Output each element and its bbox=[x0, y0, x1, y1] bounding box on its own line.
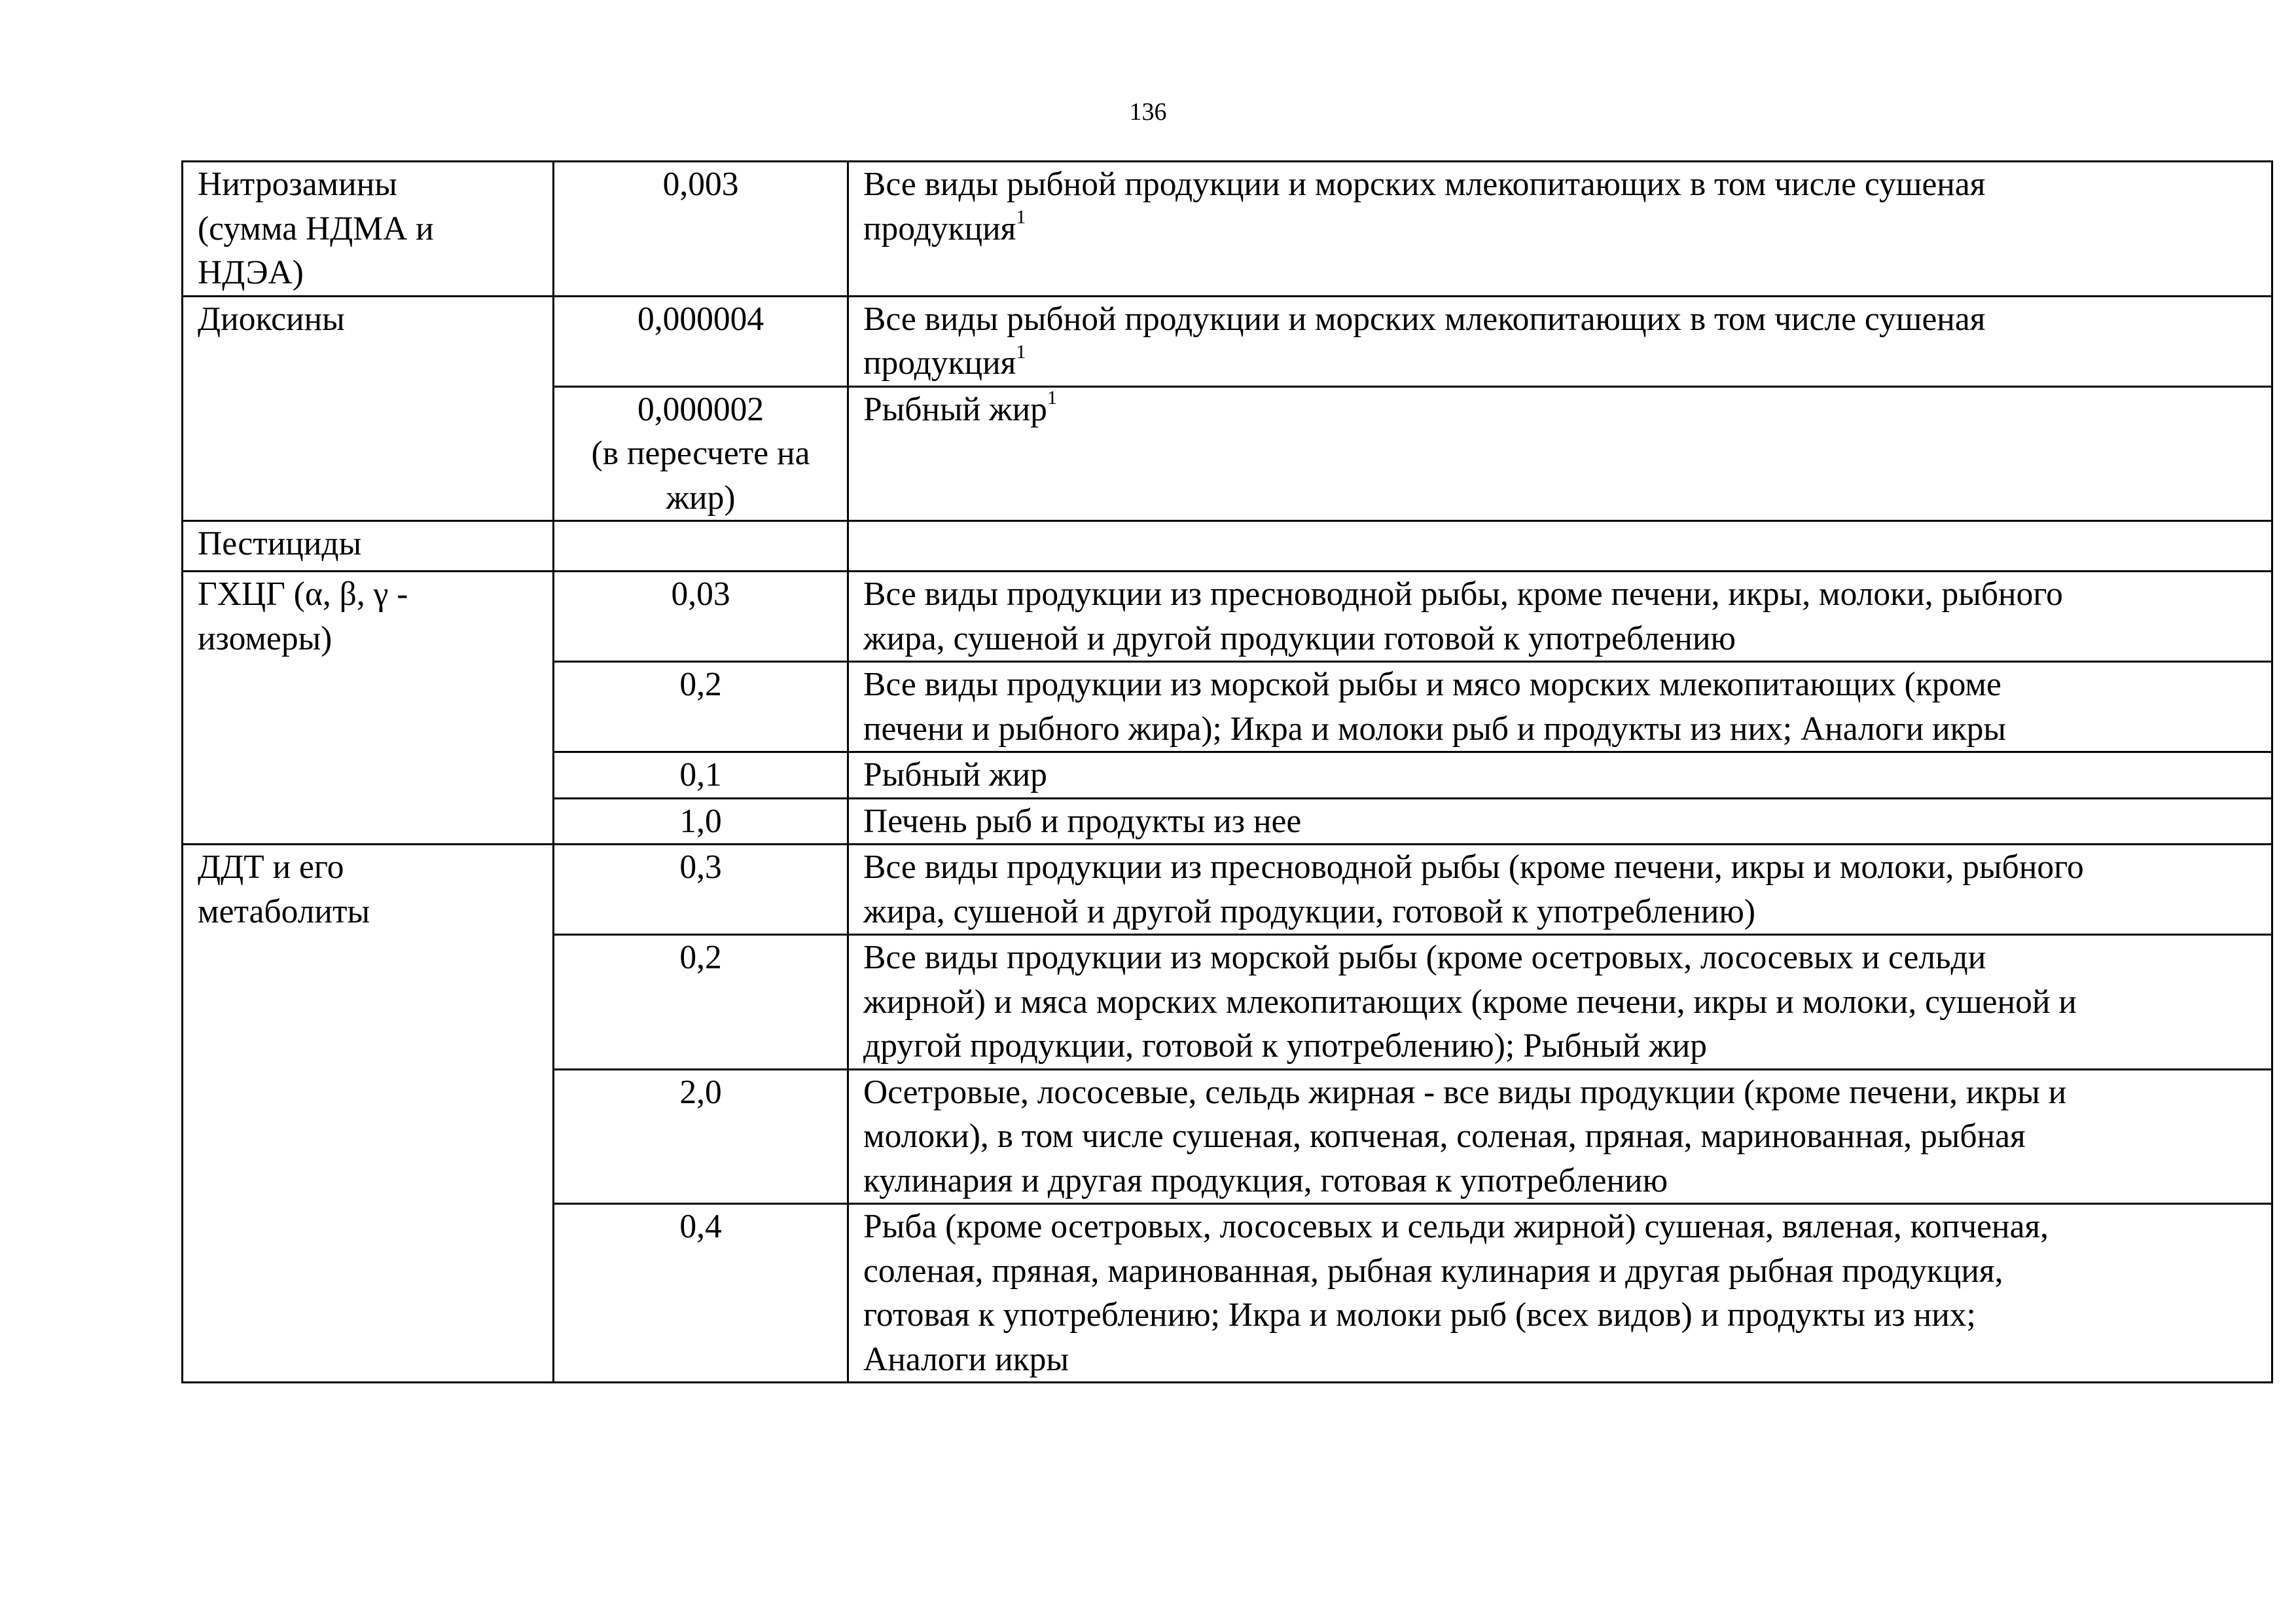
substance-cell bbox=[183, 845, 554, 1383]
limit-value: 0,2 bbox=[679, 666, 722, 703]
footnote-mark: 1 bbox=[1047, 387, 1057, 409]
product-line: Все виды продукции из пресноводной рыбы (кроме печени, икры и молоки, рыбного bbox=[863, 848, 2084, 886]
substance-name: Пестициды bbox=[198, 525, 362, 562]
substance-line: (сумма НДМА и bbox=[198, 210, 434, 247]
page-number: 136 bbox=[1129, 98, 1167, 126]
limit-value: 0,03 bbox=[671, 575, 730, 613]
product-cell bbox=[848, 1204, 2272, 1383]
product-cell bbox=[848, 845, 2272, 935]
table-row bbox=[183, 572, 2272, 662]
table-row bbox=[183, 845, 2272, 935]
product-line: Рыбный жир bbox=[863, 756, 1047, 793]
limit-value-cell bbox=[554, 935, 848, 1070]
product-cell bbox=[848, 296, 2272, 386]
product-cell bbox=[848, 1069, 2272, 1204]
product-line: Осетровые, лососевые, сельдь жирная - все виды продукции (кроме печени, икры и bbox=[863, 1073, 2067, 1111]
limit-value-cell bbox=[554, 845, 848, 935]
product-line: Все виды продукции из морской рыбы (кроме осетровых, лососевых и сельди bbox=[863, 939, 1986, 976]
footnote-mark: 1 bbox=[1016, 340, 1026, 363]
substance-cell bbox=[183, 296, 554, 521]
product-cell bbox=[848, 935, 2272, 1070]
substance-line: ДДТ и его bbox=[198, 848, 344, 886]
limit-value: 0,2 bbox=[679, 939, 722, 976]
product-line: Аналоги икры bbox=[863, 1340, 1069, 1378]
product-line: другой продукции, готовой к употреблению); Рыбный жир bbox=[863, 1027, 1708, 1065]
limit-value-cell bbox=[554, 798, 848, 845]
limit-value-cell bbox=[554, 1204, 848, 1383]
table-row bbox=[183, 521, 2272, 572]
limit-value-cell bbox=[554, 752, 848, 799]
product-cell bbox=[848, 752, 2272, 799]
product-line: Рыба (кроме осетровых, лососевых и сельди жирной) сушеная, вяленая, копченая, bbox=[863, 1208, 2049, 1245]
limit-value: 2,0 bbox=[679, 1073, 722, 1111]
contaminant-limits-table bbox=[181, 160, 2273, 1383]
limit-value-cell bbox=[554, 662, 848, 752]
limit-value: 1,0 bbox=[679, 802, 722, 840]
product-line: Печень рыб и продукты из нее bbox=[863, 802, 1302, 840]
product-cell bbox=[848, 572, 2272, 662]
limit-value-cell bbox=[554, 296, 848, 386]
limit-value: 0,1 bbox=[679, 756, 722, 793]
table-row bbox=[183, 296, 2272, 386]
substance-cell bbox=[183, 521, 554, 572]
substance-cell bbox=[183, 572, 554, 845]
product-line: продукция bbox=[863, 210, 1016, 247]
product-line: Рыбный жир bbox=[863, 390, 1047, 428]
product-line: молоки), в том числе сушеная, копченая, соленая, пряная, маринованная, рыбная bbox=[863, 1118, 2026, 1155]
product-line: Все виды рыбной продукции и морских млекопитающих в том числе сушеная bbox=[863, 166, 1986, 203]
product-line: жира, сушеной и другой продукции готовой к употреблению bbox=[863, 619, 1736, 657]
limit-value-cell bbox=[554, 572, 848, 662]
product-line: продукция bbox=[863, 344, 1016, 382]
limit-value: 0,3 bbox=[679, 848, 722, 886]
product-line: Все виды продукции из морской рыбы и мясо морских млекопитающих (кроме bbox=[863, 666, 2001, 703]
substance-cell bbox=[183, 162, 554, 297]
product-cell bbox=[848, 662, 2272, 752]
limit-value: 0,4 bbox=[679, 1208, 722, 1245]
limit-value: 0,000002 bbox=[637, 390, 764, 428]
product-line: готовая к употреблению; Икра и молоки рыб (всех видов) и продукты из них; bbox=[863, 1296, 1976, 1334]
substance-name: Диоксины bbox=[198, 300, 345, 338]
limit-value-note: (в пересчете на bbox=[591, 435, 810, 472]
limit-value-cell bbox=[554, 1069, 848, 1204]
limit-value-cell bbox=[554, 386, 848, 521]
substance-line: НДЭА) bbox=[198, 254, 304, 291]
product-cell bbox=[848, 798, 2272, 845]
product-line: кулинария и другая продукция, готовая к употреблению bbox=[863, 1161, 1668, 1199]
substance-line: метаболиты bbox=[198, 892, 370, 930]
limit-value-cell bbox=[554, 162, 848, 297]
limit-value-note: жир) bbox=[666, 479, 736, 517]
product-cell bbox=[848, 162, 2272, 297]
limit-value: 0,003 bbox=[662, 166, 739, 203]
product-line: Все виды рыбной продукции и морских млекопитающих в том числе сушеная bbox=[863, 300, 1986, 338]
limit-value-cell bbox=[554, 521, 848, 572]
substance-line: ГХЦГ (α, β, γ - bbox=[198, 575, 408, 613]
product-line: жирной) и мяса морских млекопитающих (кроме печени, икры и молоки, сушеной и bbox=[863, 983, 2077, 1021]
product-line: жира, сушеной и другой продукции, готовой к употреблению) bbox=[863, 892, 1756, 930]
product-line: печени и рыбного жира); Икра и молоки рыб и продукты из них; Аналоги икры bbox=[863, 710, 2006, 748]
table-row bbox=[183, 162, 2272, 297]
product-line: соленая, пряная, маринованная, рыбная кулинария и другая рыбная продукция, bbox=[863, 1252, 2003, 1290]
product-line: Все виды продукции из пресноводной рыбы, кроме печени, икры, молоки, рыбного bbox=[863, 575, 2063, 613]
product-cell bbox=[848, 521, 2272, 572]
footnote-mark: 1 bbox=[1016, 206, 1026, 228]
limit-value: 0,000004 bbox=[637, 300, 764, 338]
substance-line: Нитрозамины bbox=[198, 166, 397, 203]
product-cell bbox=[848, 386, 2272, 521]
substance-line: изомеры) bbox=[198, 619, 332, 657]
